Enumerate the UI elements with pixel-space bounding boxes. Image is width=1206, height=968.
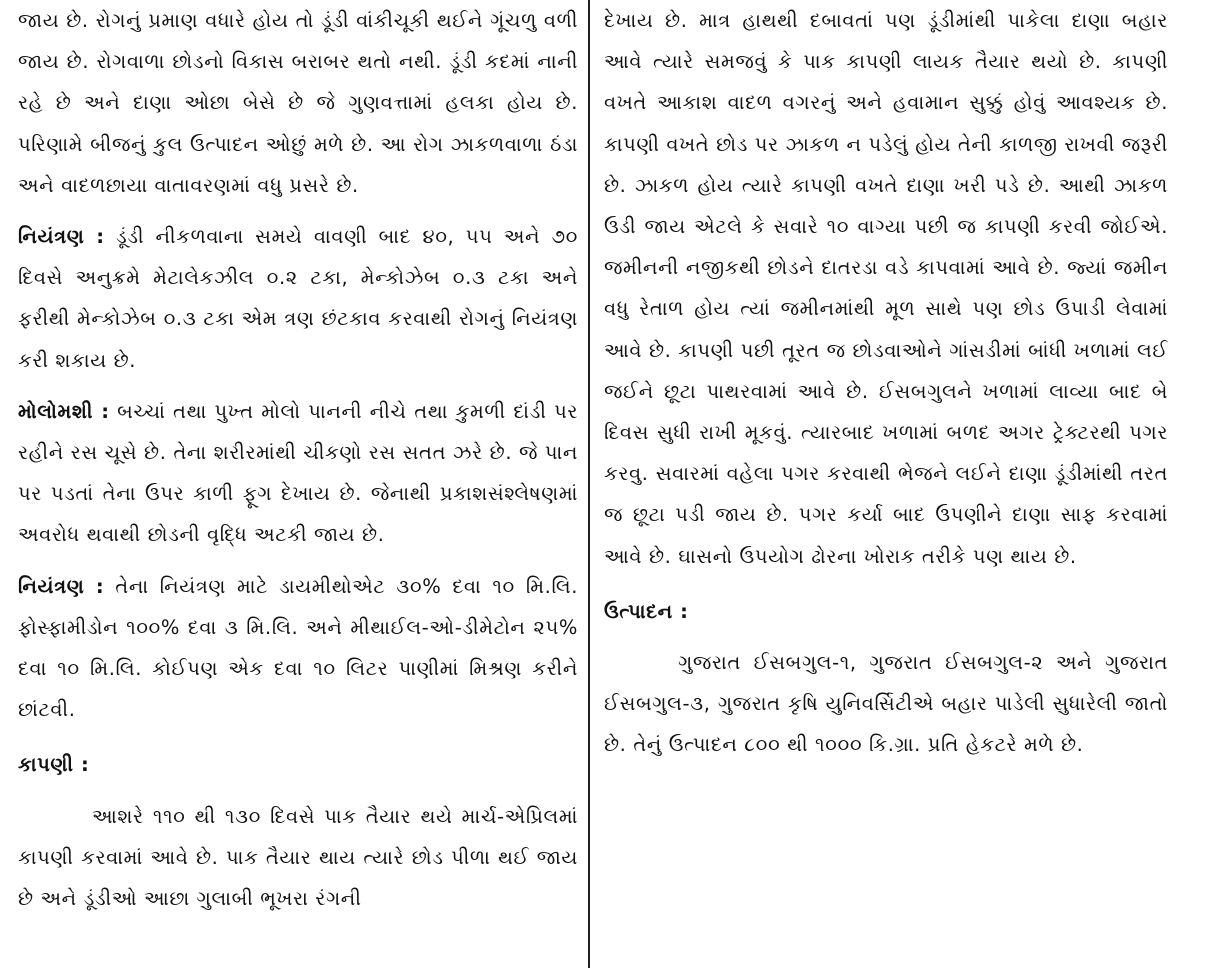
paragraph-disease-control	[18, 216, 578, 381]
heading-harvest: કાપણી :	[18, 753, 90, 777]
text-control-2: તેના નિયંત્રણ માટે ડાયમીથોએટ ૩૦% દવા ૧૦ મિ.લિ. ફોસ્ફામીડોન ૧૦૦% દવા ૩ મિ.લિ. અને મીથાઈલ-ઓ-ડીમેટોન ૨૫% દવા ૧૦ મિ.લિ. કોઈપણ એક દવા ૧૦ લિટર પાણીમાં મિશ્રણ કરીને છાંટવી.	[18, 574, 578, 722]
paragraph-aphid	[18, 391, 578, 556]
paragraph-production: ગુજરાત ઈસબગુલ-૧, ગુજરાત ઈસબગુલ-૨ અને ગુજરાત ઈસબગુલ-૩, ગુજરાત કૃષિ યુનિવર્સિટીએ બહાર પાડેલી સુધારેલી જાતો છે. તેનું ઉત્પાદન ૮૦૦ થી ૧૦૦૦ કિ.ગ્રા. પ્રતિ હેકટરે મળે છે.	[604, 651, 1168, 757]
column-divider	[588, 0, 590, 968]
left-column	[18, 0, 578, 968]
text-aphid: બચ્ચાં તથા પુખ્ત મોલો પાનની નીચે તથા કુમળી દાંડી પર રહીને રસ ચૂસે છે. તેના શરીરમાંથી ચીકણો રસ સતત ઝરે છે. જે પાન પર પડતાં તેના ઉપર કાળી ફૂગ દેખાય છે. જેનાથી પ્રકાશસંશ્લેષણમાં અવરોધ થવાથી છોડની વૃદ્ધિ અટકી જાય છે.	[18, 399, 579, 547]
right-column	[604, 0, 1168, 968]
paragraph-aphid-control	[18, 566, 578, 731]
heading-aphid: મોલોમશી :	[18, 399, 110, 423]
heading-control-2: નિયંત્રણ :	[18, 574, 105, 598]
paragraph-harvest-continued: દેખાય છે. માત્ર હાથથી દબાવતાં પણ ડૂંડીમાંથી પાકેલા દાણા બહાર આવે ત્યારે સમજવું કે પાક કાપણી લાયક તૈયાર થયો છે. કાપણી વખતે આકાશ વાદળ વગરનું અને હવામાન સુક્કું હોવું આવશ્યક છે. કાપણી વખતે છોડ પર ઝાકળ ન પડેલું હોય તેની કાળજી રાખવી જરૂરી છે. ઝાકળ હોય ત્યારે કાપણી વખતે દાણા ખરી પડે છે. આથી ઝાકળ ઉડી જાય એટલે કે સવારે ૧૦ વાગ્યા પછી જ કાપણી કરવી જોઈએ. જમીનની નજીકથી છોડને દાતરડા વડે કાપવામાં આવે છે. જ્યાં જમીન વધુ રેતાળ હોય ત્યાં જમીનમાંથી મૂળ સાથે પણ છોડ ઉપાડી લેવામાં આવે છે. કાપણી પછી તૂરત જ છોડવાઓને ગાંસડીમાં બાંધી ખળામાં લઈ જઈને છૂટા પાથરવામાં આવે છે. ઈસબગુલને ખળામાં લાવ્યા બાદ બે દિવસ સુધી રાખી મૂકવું. ત્યારબાદ ખળામાં બળદ અગર ટ્રેક્ટરથી પગર કરવુ. સવારમાં વહેલા પગર કરવાથી ભેજને લઈને દાણા ડૂંડીમાંથી તરત જ છૂટા પડી જાય છે. પગર કર્યા બાદ ઉપણીને દાણા સાફ કરવામાં આવે છે. ઘાસનો ઉપયોગ ઢોરના ખોરાક તરીકે પણ થાય છે.	[604, 9, 1168, 568]
paragraph-disease-effects: જાય છે. રોગનું પ્રમાણ વધારે હોય તો ડૂંડી વાંકીચૂકી થઈને ગૂંચળુ વળી જાય છે. રોગવાળા છોડનો વિકાસ બરાબર થતો નથી. ડૂંડી કદમાં નાની રહે છે અને દાણા ઓછા બેસે છે જે ગુણવત્તામાં હલકા હોય છે. પરિણામે બીજનું કુલ ઉત્પાદન ઓછું મળે છે. આ રોગ ઝાકળવાળા ઠંડા અને વાદળછાયા વાતાવરણમાં વધુ પ્રસરે છે.	[18, 9, 578, 197]
text-control-1: ડૂંડી નીકળવાના સમયે વાવણી બાદ ૪૦, ૫૫ અને ૭૦ દિવસે અનુક્રમે મેટાલેકઝીલ ૦.૨ ટકા, મેન્કોઝેબ ૦.૩ ટકા અને ફરીથી મેન્કોઝેબ ૦.૩ ટકા એમ ત્રણ છંટકાવ કરવાથી રોગનું નિયંત્રણ કરી શકાય છે.	[18, 225, 578, 372]
heading-control-1: નિયંત્રણ :	[18, 225, 105, 249]
paragraph-harvest: આશરે ૧૧૦ થી ૧૩૦ દિવસે પાક તૈયાર થયે માર્ચ-એપ્રિલમાં કાપણી કરવામાં આવે છે. પાક તૈયાર થાય ત્યારે છોડ પીળા થઈ જાય છે અને ડૂંડીઓ આછા ગુલાબી ભૂખરા રંગની	[18, 804, 578, 911]
heading-production: ઉત્પાદન :	[604, 599, 689, 623]
